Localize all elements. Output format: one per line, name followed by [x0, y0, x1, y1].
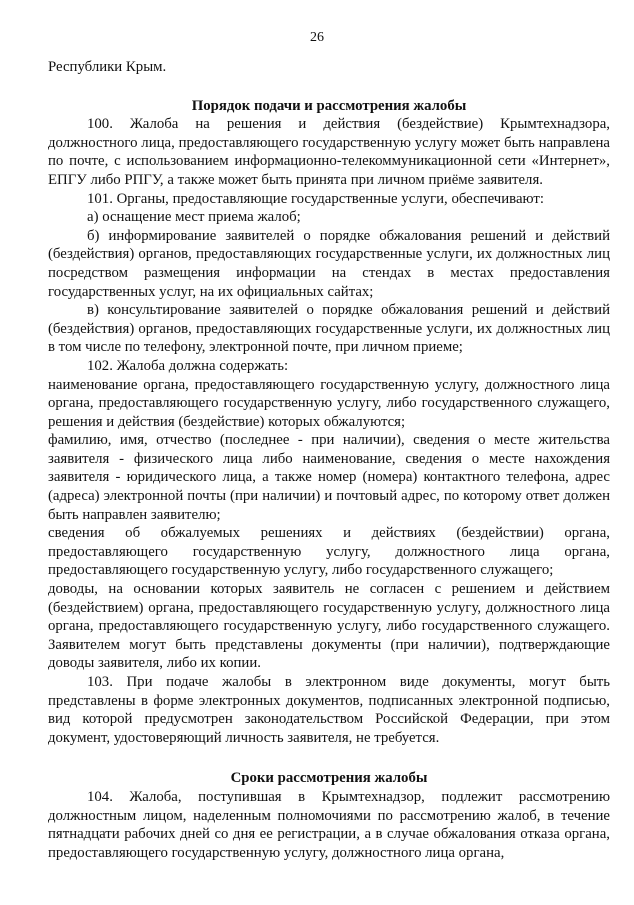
section-heading: Сроки рассмотрения жалобы — [230, 770, 428, 787]
paragraph: наименование органа, предоставляющего государственную услугу, должностного лица органа, предоставляющего государственную услугу, либо государственного служащего, решения и действия (бездействие) которых обжалуются; — [48, 376, 610, 430]
paragraph: 100. Жалоба на решения и действия (бездействие) Крымтехнадзора, должностного лица, предоставляющего государственную услугу может быть направлена по почте, с использованием информационно-телекоммуникационной сети «Интернет», ЕПГУ либо РПГУ, а также может быть принята при личном приёме заявителя. — [48, 116, 610, 188]
page-number: 26 — [310, 30, 324, 45]
paragraph: Республики Крым. — [48, 59, 167, 75]
paragraph: доводы, на основании которых заявитель не согласен с решением и действием (бездействием) органа, предоставляющего государственную услугу, должностного лица органа, предоставляющего государственную услугу, либо государственного служащего. Заявителем могут быть представлены документы (при наличии), подтверждающие доводы заявителя, либо их копии. — [48, 581, 610, 672]
paragraph: 101. Органы, предоставляющие государственные услуги, обеспечивают: — [87, 190, 544, 207]
paragraph: а) оснащение мест приема жалоб; — [87, 209, 301, 226]
vertical-spacer — [48, 747, 610, 769]
paragraph: б) информирование заявителей о порядке обжалования решений и действий (бездействия) органов, предоставляющих государственные услуги, их должностных лиц посредством размещения информации на стендах в местах предоставления государственных услуг, на их официальных сайтах; — [48, 227, 610, 300]
paragraph: 102. Жалоба должна содержать: — [87, 357, 289, 374]
paragraph: сведения об обжалуемых решениях и действиях (бездействии) органа, предоставляющего государственную услугу, должностного лица органа, предоставляющего государственную услугу, либо государственного служащего; — [48, 525, 610, 579]
document-body — [48, 58, 610, 862]
vertical-spacer — [48, 77, 610, 97]
paragraph: 104. Жалоба, поступившая в Крымтехнадзор, подлежит рассмотрению должностным лицом, наделенным полномочиями по рассмотрению жалоб, в течение пятнадцати рабочих дней со дня ее регистрации, а в случае обжалования отказа органа, предоставляющего государственную услугу, должностного лица органа, — [48, 788, 610, 861]
paragraph: фамилию, имя, отчество (последнее - при наличии), сведения о месте жительства заявителя - физического лица либо наименование, сведения о месте нахождения заявителя - юридического лица, а также номер (номера) контактного телефона, адрес (адреса) электронной почты (при наличии) и почтовый адрес, по которому ответ должен быть направлен заявителю; — [48, 432, 610, 523]
paragraph: в) консультирование заявителей о порядке обжалования решений и действий (бездействия) органов, предоставляющих государственные услуги, их должностных лиц в том числе по телефону, электронной почте, при личном приеме; — [48, 302, 610, 356]
section-heading: Порядок подачи и рассмотрения жалобы — [191, 97, 467, 114]
paragraph: 103. При подаче жалобы в электронном виде документы, могут быть представлены в форме электронных документов, подписанных электронной подписью, вид которой предусмотрен законодательством Российской Федерации, при этом документ, удостоверяющий личность заявителя, не требуется. — [48, 674, 610, 746]
